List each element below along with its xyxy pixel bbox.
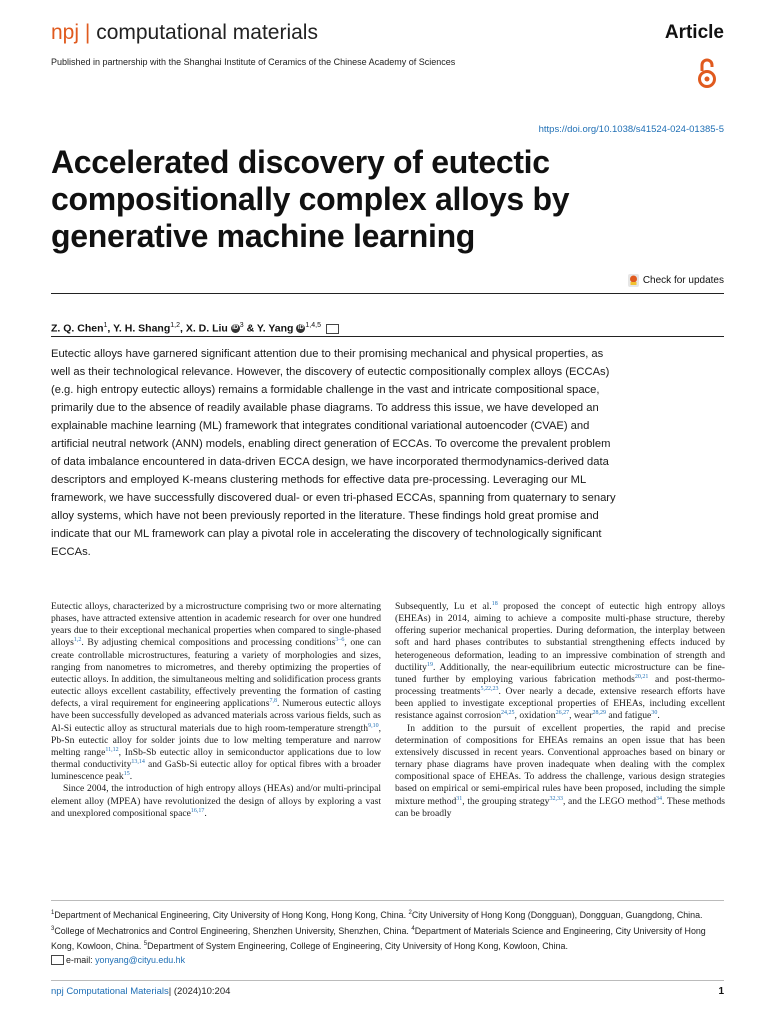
- journal-title: computational materials: [96, 21, 318, 44]
- open-access-icon: [696, 57, 718, 89]
- author-affil-sup: 1,2: [170, 322, 180, 329]
- citation-ref[interactable]: 20,21: [634, 673, 649, 680]
- body-paragraph: In addition to the pursuit of excellent properties, the rapid and precise determination of compositions for EHEAs remains an open issue that has been extensively discussed in recent years. Conventional approaches based on binary or ternary phase diagrams have proven inadequate when dealing with the complex compositional space of EHEAs. To address the challenge, various design strategies based on empirical or semi-empirical rules have been proposed, including the simple mixture method$^{31}$, the grouping strategy$^{32,33}$, and the LEGO method$^{34}$. These methods can be broadly: [395, 722, 725, 819]
- citation-ref[interactable]: 31: [456, 795, 463, 802]
- journal-name: [51, 20, 318, 46]
- page-number: 1: [718, 986, 724, 997]
- author-name: Z. Q. Chen: [51, 322, 104, 335]
- article-type: Article: [664, 22, 724, 43]
- email-link[interactable]: yonyang@cityu.edu.hk: [95, 954, 186, 965]
- body-column-right: [395, 601, 725, 820]
- citation-ref[interactable]: 15: [123, 771, 130, 777]
- author-list: Z. Q. Chen$^1$, Y. H. Shang$^{1,2}$, X. D. Liu iD $^3$ & Y. Yang iD $^{1,4,5}$: [51, 322, 339, 335]
- citation-ref[interactable]: 24,25: [501, 710, 515, 717]
- citation-ref[interactable]: 16,17: [190, 807, 205, 814]
- citation-ref[interactable]: 3–6: [335, 637, 345, 644]
- author-name: X. D. Liu: [185, 322, 228, 335]
- author-affil-sup: 1: [103, 322, 108, 329]
- citation-ref[interactable]: 7,8: [269, 698, 277, 705]
- orcid-icon[interactable]: iD: [232, 325, 239, 332]
- orcid-icon[interactable]: iD: [297, 325, 304, 332]
- citation-ref[interactable]: 30: [651, 710, 658, 717]
- partnership-line: Published in partnership with the Shanghai Institute of Ceramics of the Chinese Academy of Sciences: [51, 57, 456, 67]
- check-updates-icon: [628, 274, 639, 287]
- authors-divider: [51, 336, 724, 337]
- citation-ref[interactable]: 1,2: [73, 637, 82, 644]
- citation-ref[interactable]: 26,27: [555, 710, 570, 717]
- journal-separator: |: [84, 21, 91, 44]
- body-column-left: [51, 601, 381, 820]
- affiliations-text: $^1$Department of Mechanical Engineering, City University of Hong Kong, Hong Kong, China. $^2$City University of Hong Kong (Dongguan), Dongguan, Guangdong, China. $^3$College of Mechatronics and Control Engineering, Shenzhen University, Shenzhen, China. $^4$Department of Materials Science and Engineering, City University of Hong Kong, Kowloon, China. $^5$Department of System Engineering, College of Engineering, City University of Hong Kong, Kowloon, China.: [51, 909, 706, 952]
- journal-brand: npj: [51, 21, 80, 44]
- citation-ref[interactable]: 1: [51, 910, 55, 916]
- author-name: Y. Yang: [256, 322, 294, 335]
- affiliations: [51, 907, 724, 967]
- citation-ref[interactable]: 11,12: [105, 746, 119, 753]
- footer-separator: |: [168, 986, 172, 997]
- author-name: Y. H. Shang: [113, 322, 171, 335]
- body-paragraph: Subsequently, Lu et al.$^{18}$ proposed the concept of eutectic high entropy alloys (EHEAs) in 2014, aiming to achieve a composite multi-phase structure, thereby offering superior mechanical properties. During deformation, the interplay between soft and hard phases contributes to substantial strengthening effects induced by heterogeneous deformation, leading to an impressive combination of strength and ductility$^{19}$. Additionally, the near-equilibrium eutectic microstructure can be fine-tuned further by employing various fabrication methods$^{20,21}$ and post-thermo-processing treatments$^{5,22,23}$. Over nearly a decade, extensive research efforts have been applied to investigate exceptional properties of EHEAs, including excellent resistance against corrosion$^{24,25}$, oxidation$^{26,27}$, wear$^{28,29}$ and fatigue$^{30}$.: [395, 600, 725, 722]
- article-title: Accelerated discovery of eutectic compositionally complex alloys by generative machine learning: [51, 144, 570, 254]
- email-label: e-mail:: [66, 954, 96, 965]
- citation-ref[interactable]: 32,33: [549, 795, 563, 802]
- citation-ref[interactable]: 9,10: [368, 722, 379, 729]
- email-icon: [51, 955, 64, 965]
- author-affil-sup: 1,4,5: [305, 322, 321, 329]
- citation-ref[interactable]: 34: [656, 795, 662, 802]
- citation-ref[interactable]: 3: [51, 925, 55, 932]
- check-updates-label: Check for updates: [642, 275, 724, 286]
- check-for-updates-button[interactable]: [628, 274, 724, 287]
- citation-ref[interactable]: 2: [408, 910, 412, 916]
- footer-journal-link[interactable]: npj Computational Materials: [51, 986, 169, 997]
- body-paragraph: Eutectic alloys, characterized by a microstructure comprising two or more alternating phases, have attracted extensive attention in academic research for over one hundred years due to their exceptional mechanical properties when compared to single-phased alloys$^{1,2}$. By adjusting chemical compositions and processing conditions$^{3-6}$, one can create controllable microstructures, featuring a variety of morphologies and sizes, ranging from nanometres to micrometres, and thereby optimizing the properties of eutectic alloys. In addition, the simultaneous melting and solidification process grants eutectic alloys excellent castability, effectively preventing the formation of casting defects, a viral requirement for engineering applications$^{7,8}$. Numerous eutectic alloys have been successfully developed as advanced materials across various fields, such as Al-Si eutectic alloy as structural materials due to high room-temperature strength$^{9,10}$, Pb-Sn eutectic alloy for solder joints due to low melting temperature and narrow melting range$^{11,12}$, InSb-Sb eutectic alloy in semiconductor applications due to low thermal conductivity$^{13,14}$ and GaSb-Si eutectic alloy for optical fibres with a broader luminescence peak$^{15}$.: [51, 601, 381, 783]
- footer-citation: [51, 986, 230, 997]
- citation-ref[interactable]: 28,29: [592, 710, 607, 717]
- footer-divider: [51, 980, 724, 981]
- citation-ref[interactable]: 19: [426, 661, 433, 668]
- mail-icon[interactable]: [326, 324, 339, 334]
- affiliations-divider: [51, 900, 724, 901]
- footer-volume: (2024)10:204: [171, 986, 231, 997]
- doi-link[interactable]: https://doi.org/10.1038/s41524-024-01385-5: [538, 124, 724, 135]
- citation-ref[interactable]: 5,22,23: [480, 685, 499, 692]
- citation-ref[interactable]: 4: [411, 925, 415, 932]
- citation-ref[interactable]: 13,14: [131, 758, 145, 765]
- citation-ref[interactable]: 18: [491, 600, 498, 607]
- title-divider: [51, 293, 724, 294]
- author-affil-sup: 3: [239, 322, 244, 329]
- citation-ref[interactable]: 5: [143, 941, 148, 948]
- abstract: Eutectic alloys have garnered significant attention due to their promising mechanical and physical properties, as well as their technological relevance. However, the discovery of eutectic compositionally complex alloys (ECCAs) (e.g. high entropy eutectic alloys) remains a formidable challenge in the vast and intricate compositional space, primarily due to the absence of readily available phase diagrams. To address this issue, we have developed an explainable machine learning (ML) framework that integrates conditional variational autoencoder (CVAE) and artificial neutral network (ANN) models, enabling direct generation of ECCAs. To overcome the prevalent problem of data imbalance encountered in data-driven ECCA design, we have incorporated thermodynamics-derived data descriptors and employed K-means clustering methods for effective data pre-processing. Leveraging our ML framework, we have successfully discovered dual- or even tri-phased ECCAs, spanning from quaternary to senary alloy systems, which have not been previously reported in the literature. These findings hold great promise and indicate that our ML framework can play a pivotal role in accelerating the discovery of technologically significant ECCAs.: [51, 348, 616, 558]
- body-paragraph: Since 2004, the introduction of high entropy alloys (HEAs) and/or multi-principal element alloy (MPEA) have revolutionized the design of alloys by exploring a vast and unexplored compositional space$^{16,17}$.: [51, 783, 381, 819]
